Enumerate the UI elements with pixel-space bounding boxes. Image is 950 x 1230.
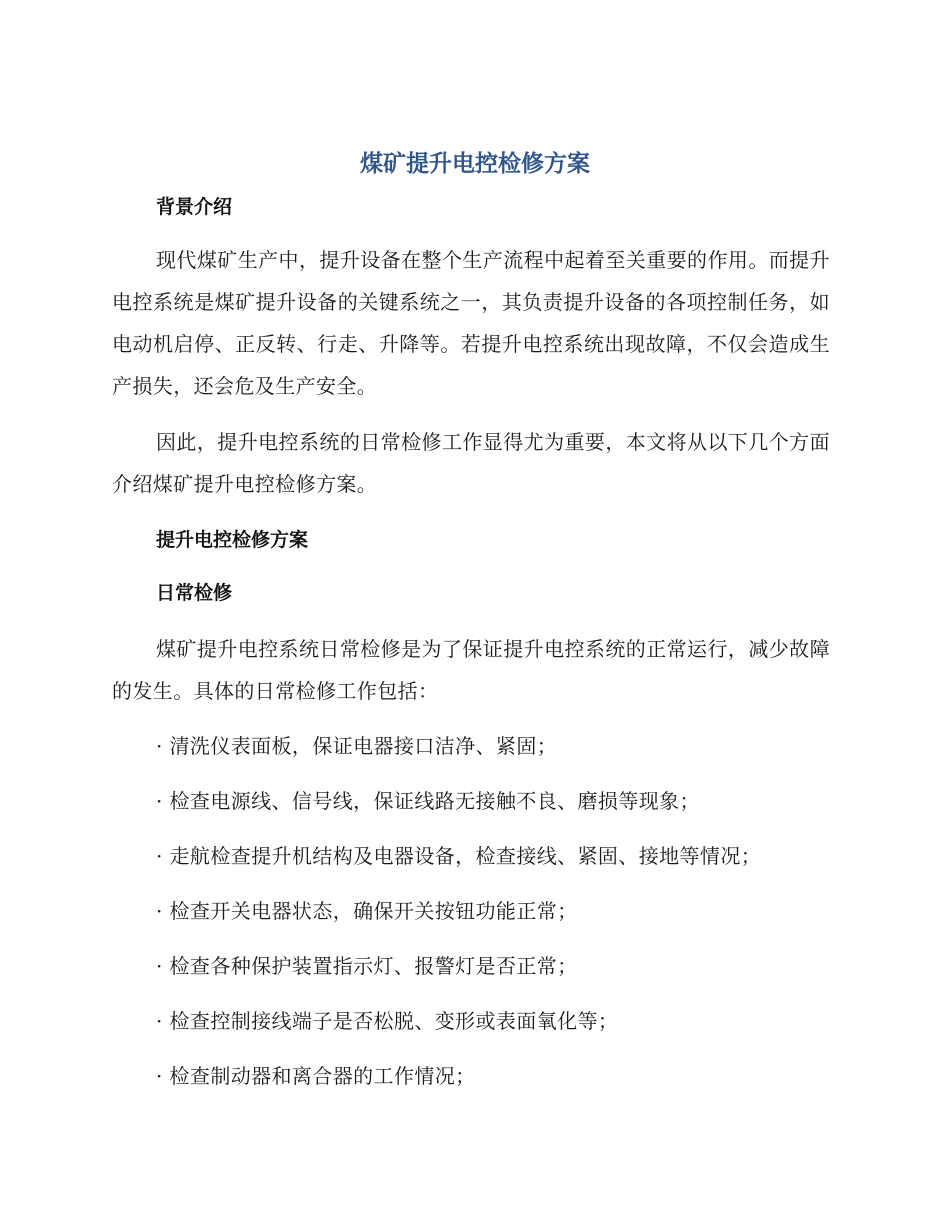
section-heading-plan: 提升电控检修方案 bbox=[156, 529, 309, 551]
section-heading-background: 背景介绍 bbox=[156, 196, 233, 218]
section-heading-daily: 日常检修 bbox=[156, 582, 233, 604]
background-paragraph-2: 因此，提升电控系统的日常检修工作显得尤为重要，本文将从以下几个方面介绍煤矿提升电控检修方案。 bbox=[112, 430, 830, 496]
list-item: · 走航检查提升机结构及电器设备，检查接线、紧固、接地等情况； bbox=[156, 844, 762, 868]
list-item: · 清洗仪表面板，保证电器接口洁净、紧固； bbox=[156, 734, 558, 758]
list-item: · 检查开关电器状态，确保开关按钮功能正常； bbox=[156, 899, 578, 923]
document-title: 煤矿提升电控检修方案 bbox=[360, 151, 590, 177]
background-paragraph-1: 现代煤矿生产中，提升设备在整个生产流程中起着至关重要的作用。而提升电控系统是煤矿提升设备的关键系统之一，其负责提升设备的各项控制任务，如电动机启停、正反转、行走、升降等。若提升电控系统出现故障，不仅会造成生产损失，还会危及生产安全。 bbox=[112, 248, 830, 398]
list-item: · 检查电源线、信号线，保证线路无接触不良、磨损等现象； bbox=[156, 789, 700, 813]
daily-paragraph: 煤矿提升电控系统日常检修是为了保证提升电控系统的正常运行，减少故障的发生。具体的日常检修工作包括： bbox=[112, 637, 830, 703]
list-item: · 检查各种保护装置指示灯、报警灯是否正常； bbox=[156, 954, 578, 978]
list-item: · 检查控制接线端子是否松脱、变形或表面氧化等； bbox=[156, 1009, 619, 1033]
list-item: · 检查制动器和离合器的工作情况； bbox=[156, 1064, 476, 1088]
